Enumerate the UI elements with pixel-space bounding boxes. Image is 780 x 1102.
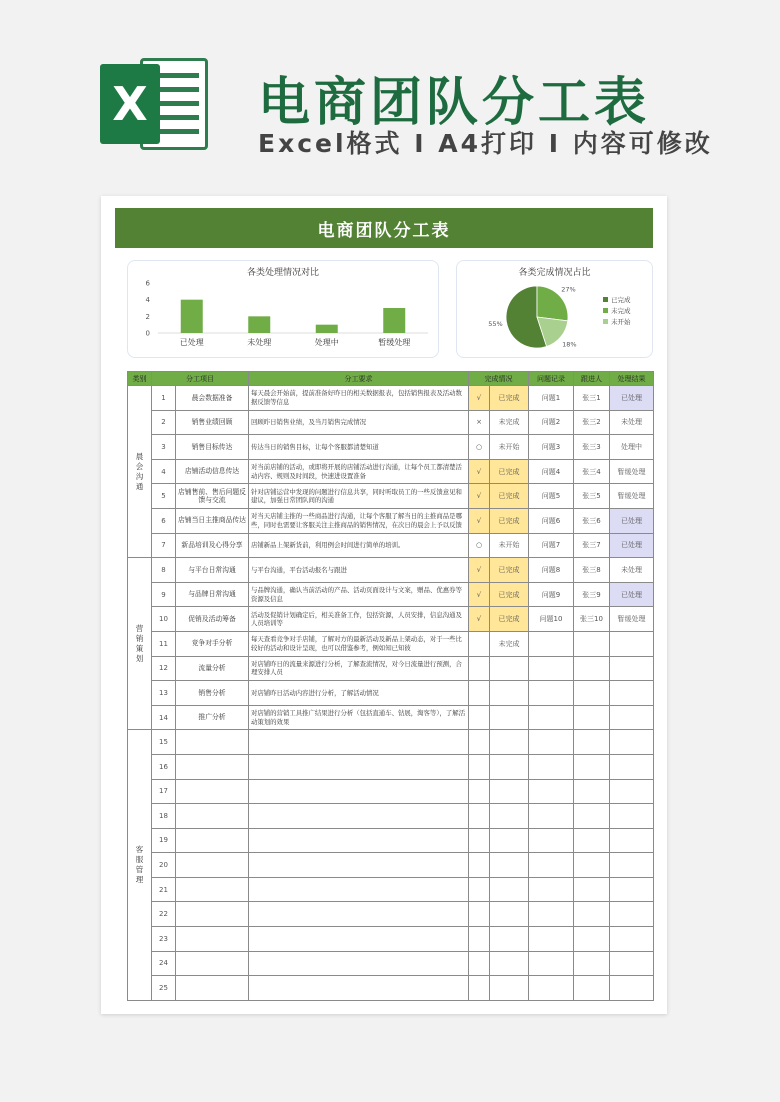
owner[interactable] xyxy=(574,853,610,878)
row-number: 1 xyxy=(152,386,176,411)
row-number: 4 xyxy=(152,459,176,484)
table-row xyxy=(128,951,654,976)
status-mark[interactable] xyxy=(469,705,490,730)
table-row xyxy=(128,976,654,1001)
row-number: 15 xyxy=(152,730,176,755)
issue-record[interactable] xyxy=(529,976,574,1001)
category-char: 销 xyxy=(135,633,144,643)
row-number: 8 xyxy=(152,558,176,583)
table-row xyxy=(128,607,654,632)
status-mark[interactable] xyxy=(469,902,490,927)
table-row xyxy=(128,754,654,779)
task-item[interactable]: 推广分析 xyxy=(176,705,249,730)
status-mark[interactable] xyxy=(469,804,490,829)
task-item[interactable]: 销售业绩回顾 xyxy=(176,410,249,435)
status-text[interactable]: 未完成 xyxy=(490,631,529,656)
owner[interactable]: 张三9 xyxy=(574,582,610,607)
task-item[interactable]: 竞争对手分析 xyxy=(176,631,249,656)
task-item[interactable] xyxy=(176,828,249,853)
result[interactable]: 暂缓处理 xyxy=(610,459,654,484)
table-row xyxy=(128,656,654,681)
result[interactable] xyxy=(610,902,654,927)
row-number: 12 xyxy=(152,656,176,681)
row-number: 20 xyxy=(152,853,176,878)
task-item[interactable] xyxy=(176,927,249,952)
task-item[interactable]: 店铺售前、售后问题反馈与交流 xyxy=(176,484,249,509)
row-number: 22 xyxy=(152,902,176,927)
result[interactable]: 暂缓处理 xyxy=(610,484,654,509)
excel-logo-icon xyxy=(100,58,208,150)
header-owner: 跟进人 xyxy=(574,372,610,386)
task-item[interactable] xyxy=(176,754,249,779)
task-item[interactable]: 晨会数据准备 xyxy=(176,386,249,411)
row-number: 7 xyxy=(152,533,176,558)
row-number: 2 xyxy=(152,410,176,435)
row-number: 5 xyxy=(152,484,176,509)
task-requirement[interactable]: 店铺新品上架新货前，利用例会时间进行简单的培训。 xyxy=(249,533,469,558)
task-table xyxy=(127,371,654,1001)
task-requirement[interactable]: 对店铺昨日活动内容进行分析，了解活动情况 xyxy=(249,681,469,706)
owner[interactable] xyxy=(574,705,610,730)
status-text[interactable]: 已完成 xyxy=(490,582,529,607)
result[interactable]: 暂缓处理 xyxy=(610,607,654,632)
row-number: 19 xyxy=(152,828,176,853)
status-text[interactable] xyxy=(490,951,529,976)
status-mark[interactable] xyxy=(469,779,490,804)
issue-record[interactable] xyxy=(529,828,574,853)
status-mark[interactable] xyxy=(469,951,490,976)
task-requirement[interactable] xyxy=(249,754,469,779)
legend-swatch xyxy=(603,297,608,302)
owner[interactable] xyxy=(574,951,610,976)
task-item[interactable] xyxy=(176,779,249,804)
header-item: 分工项目 xyxy=(152,372,249,386)
header-category: 类别 xyxy=(128,372,152,386)
task-item[interactable]: 流量分析 xyxy=(176,656,249,681)
task-requirement[interactable]: 对当前店铺的活动，或即将开展的店铺活动进行沟通，让每个员工都清楚活动内容、规则及时间段，快速进设置准备 xyxy=(249,459,469,484)
table-row xyxy=(128,681,654,706)
category-char: 通 xyxy=(135,481,144,491)
task-requirement[interactable] xyxy=(249,730,469,755)
status-mark[interactable] xyxy=(469,754,490,779)
table-row xyxy=(128,877,654,902)
category-cell xyxy=(128,730,152,1001)
category-char: 划 xyxy=(135,653,144,663)
issue-record[interactable]: 问题8 xyxy=(529,558,574,583)
status-text[interactable]: 未完成 xyxy=(490,410,529,435)
y-tick-label: 2 xyxy=(145,312,150,321)
result[interactable]: 已处理 xyxy=(610,582,654,607)
owner[interactable] xyxy=(574,828,610,853)
task-requirement[interactable]: 每天查看竞争对手店铺，了解对方的最新活动及新品上架动态，对于一些比较好的活动和设计呈现，也可以借鉴参考，例如知已知彼 xyxy=(249,631,469,656)
owner[interactable]: 张三7 xyxy=(574,533,610,558)
category-cell xyxy=(128,558,152,730)
owner[interactable]: 张三1 xyxy=(574,386,610,411)
result[interactable]: 未处理 xyxy=(610,558,654,583)
owner[interactable]: 张三10 xyxy=(574,607,610,632)
task-requirement[interactable] xyxy=(249,951,469,976)
status-mark[interactable] xyxy=(469,927,490,952)
result[interactable] xyxy=(610,951,654,976)
result[interactable] xyxy=(610,976,654,1001)
table-row xyxy=(128,508,654,533)
task-requirement[interactable] xyxy=(249,927,469,952)
owner[interactable] xyxy=(574,730,610,755)
table-row xyxy=(128,631,654,656)
status-mark[interactable]: √ xyxy=(469,582,490,607)
status-text[interactable]: 已完成 xyxy=(490,607,529,632)
owner[interactable] xyxy=(574,681,610,706)
status-text[interactable] xyxy=(490,828,529,853)
result[interactable] xyxy=(610,828,654,853)
task-item[interactable]: 店铺活动信息传达 xyxy=(176,459,249,484)
table-row xyxy=(128,386,654,411)
banner xyxy=(0,0,780,190)
row-number: 24 xyxy=(152,951,176,976)
banner-title: 电商团队分工表 xyxy=(258,73,651,133)
status-text[interactable]: 已完成 xyxy=(490,459,529,484)
legend-label: 未开始 xyxy=(611,318,631,326)
issue-record[interactable] xyxy=(529,681,574,706)
category-char: 理 xyxy=(135,875,144,885)
task-item[interactable]: 店铺当日主推商品传达 xyxy=(176,508,249,533)
issue-record[interactable]: 问题5 xyxy=(529,484,574,509)
task-requirement[interactable] xyxy=(249,976,469,1001)
status-mark[interactable]: √ xyxy=(469,607,490,632)
task-requirement[interactable] xyxy=(249,877,469,902)
header-requirement: 分工要求 xyxy=(249,372,469,386)
issue-record[interactable] xyxy=(529,877,574,902)
status-text[interactable] xyxy=(490,681,529,706)
result[interactable] xyxy=(610,705,654,730)
owner[interactable]: 张三5 xyxy=(574,484,610,509)
category-char: 营 xyxy=(135,623,144,633)
task-requirement[interactable] xyxy=(249,804,469,829)
result[interactable] xyxy=(610,730,654,755)
y-tick-label: 4 xyxy=(145,296,150,305)
bar xyxy=(383,308,405,333)
result[interactable] xyxy=(610,804,654,829)
excel-logo-letter: X xyxy=(112,77,148,131)
category-char: 管 xyxy=(135,865,144,875)
result[interactable] xyxy=(610,927,654,952)
x-tick-label: 暂缓处理 xyxy=(378,338,411,347)
header-issue: 问题记录 xyxy=(529,372,574,386)
owner[interactable] xyxy=(574,877,610,902)
status-mark[interactable]: √ xyxy=(469,386,490,411)
task-item[interactable] xyxy=(176,804,249,829)
table-row xyxy=(128,853,654,878)
table-row xyxy=(128,533,654,558)
task-item[interactable]: 新品培训及心得分享 xyxy=(176,533,249,558)
status-mark[interactable]: √ xyxy=(469,484,490,509)
task-item[interactable] xyxy=(176,902,249,927)
task-requirement[interactable]: 针对店铺运营中发现的问题进行信息共享，同时听取员工的一些反馈意见和建议，加强日常团队间的沟通 xyxy=(249,484,469,509)
pie-value-label: 18% xyxy=(562,340,577,349)
bar xyxy=(248,316,270,333)
status-mark[interactable] xyxy=(469,631,490,656)
row-number: 25 xyxy=(152,976,176,1001)
result[interactable] xyxy=(610,656,654,681)
status-text[interactable]: 未开始 xyxy=(490,533,529,558)
status-mark[interactable]: √ xyxy=(469,459,490,484)
bar-chart-panel xyxy=(127,260,439,358)
status-mark[interactable] xyxy=(469,877,490,902)
status-mark[interactable] xyxy=(469,730,490,755)
issue-record[interactable] xyxy=(529,730,574,755)
issue-record[interactable]: 问题10 xyxy=(529,607,574,632)
result[interactable] xyxy=(610,754,654,779)
owner[interactable] xyxy=(574,927,610,952)
issue-record[interactable] xyxy=(529,804,574,829)
pie-chart xyxy=(457,261,654,359)
owner[interactable] xyxy=(574,804,610,829)
status-text[interactable] xyxy=(490,779,529,804)
task-requirement[interactable] xyxy=(249,828,469,853)
status-text[interactable] xyxy=(490,705,529,730)
bar xyxy=(316,325,338,333)
task-item[interactable] xyxy=(176,853,249,878)
table-row xyxy=(128,927,654,952)
status-mark[interactable]: ○ xyxy=(469,435,490,460)
spreadsheet-page xyxy=(101,196,667,1014)
issue-record[interactable] xyxy=(529,902,574,927)
row-number: 16 xyxy=(152,754,176,779)
task-requirement[interactable]: 传达当日的销售目标，让每个客服都清楚知道 xyxy=(249,435,469,460)
owner[interactable] xyxy=(574,631,610,656)
status-text[interactable]: 已完成 xyxy=(490,558,529,583)
status-mark[interactable]: × xyxy=(469,410,490,435)
status-text[interactable] xyxy=(490,730,529,755)
status-text[interactable] xyxy=(490,754,529,779)
issue-record[interactable] xyxy=(529,951,574,976)
status-text[interactable] xyxy=(490,976,529,1001)
task-requirement[interactable]: 回顾昨日销售业绩，及当月销售完成情况 xyxy=(249,410,469,435)
status-text[interactable]: 已完成 xyxy=(490,386,529,411)
row-number: 18 xyxy=(152,804,176,829)
status-mark[interactable] xyxy=(469,828,490,853)
pie-chart-panel xyxy=(456,260,653,358)
result[interactable] xyxy=(610,877,654,902)
table-row xyxy=(128,730,654,755)
bar-chart xyxy=(128,261,440,359)
row-number: 11 xyxy=(152,631,176,656)
table-row xyxy=(128,484,654,509)
issue-record[interactable]: 问题4 xyxy=(529,459,574,484)
issue-record[interactable]: 问题2 xyxy=(529,410,574,435)
task-requirement[interactable]: 对当天店铺主推的一些商品进行沟通，让每个客服了解当日的主推商品是哪些，同时也需要让客服关注主推商品的销售情况，在次日的晨会上予以反馈 xyxy=(249,508,469,533)
issue-record[interactable] xyxy=(529,853,574,878)
status-text[interactable] xyxy=(490,927,529,952)
status-mark[interactable] xyxy=(469,681,490,706)
task-item[interactable] xyxy=(176,951,249,976)
result[interactable]: 已处理 xyxy=(610,508,654,533)
legend-swatch xyxy=(603,319,608,324)
table-row xyxy=(128,828,654,853)
owner[interactable] xyxy=(574,779,610,804)
task-requirement[interactable]: 与平台沟通，平台活动报名与跟进 xyxy=(249,558,469,583)
task-item[interactable] xyxy=(176,877,249,902)
task-requirement[interactable] xyxy=(249,902,469,927)
issue-record[interactable] xyxy=(529,927,574,952)
category-char: 沟 xyxy=(135,471,144,481)
task-item[interactable]: 销售分析 xyxy=(176,681,249,706)
table-row xyxy=(128,558,654,583)
task-item[interactable]: 促销及活动筹备 xyxy=(176,607,249,632)
category-char: 晨 xyxy=(135,451,144,461)
owner[interactable] xyxy=(574,902,610,927)
sheet-title: 电商团队分工表 xyxy=(115,208,653,248)
task-requirement[interactable]: 活动及促销计划确定后，相关准备工作，包括资源，人员安排，信息沟通及人员培训等 xyxy=(249,607,469,632)
result[interactable] xyxy=(610,631,654,656)
issue-record[interactable] xyxy=(529,779,574,804)
header-result: 处理结果 xyxy=(610,372,654,386)
table-row xyxy=(128,459,654,484)
pie-value-label: 55% xyxy=(488,320,503,329)
table-row xyxy=(128,705,654,730)
owner[interactable]: 张三4 xyxy=(574,459,610,484)
status-text[interactable]: 未开始 xyxy=(490,435,529,460)
issue-record[interactable] xyxy=(529,705,574,730)
status-text[interactable] xyxy=(490,656,529,681)
status-text[interactable] xyxy=(490,877,529,902)
row-number: 17 xyxy=(152,779,176,804)
bar xyxy=(181,300,203,333)
result[interactable]: 已处理 xyxy=(610,386,654,411)
table-row xyxy=(128,804,654,829)
owner[interactable]: 张三2 xyxy=(574,410,610,435)
status-text[interactable] xyxy=(490,804,529,829)
owner[interactable]: 张三6 xyxy=(574,508,610,533)
category-char: 服 xyxy=(135,855,144,865)
status-mark[interactable] xyxy=(469,656,490,681)
status-text[interactable]: 已完成 xyxy=(490,484,529,509)
y-tick-label: 6 xyxy=(145,279,150,288)
result[interactable]: 已处理 xyxy=(610,533,654,558)
row-number: 9 xyxy=(152,582,176,607)
row-number: 14 xyxy=(152,705,176,730)
header-status: 完成情况 xyxy=(469,372,529,386)
issue-record[interactable]: 问题3 xyxy=(529,435,574,460)
legend-label: 未完成 xyxy=(611,307,631,315)
category-char: 策 xyxy=(135,643,144,653)
category-char: 客 xyxy=(135,845,144,855)
task-item[interactable] xyxy=(176,730,249,755)
y-tick-label: 0 xyxy=(145,329,150,338)
task-requirement[interactable]: 每天晨会开始前，提前准备好昨日的相关数据报表，包括销售报表及活动数据反馈等信息 xyxy=(249,386,469,411)
result[interactable] xyxy=(610,779,654,804)
bar-chart-title: 各类处理情况对比 xyxy=(246,268,319,278)
status-mark[interactable] xyxy=(469,853,490,878)
row-number: 23 xyxy=(152,927,176,952)
status-text[interactable]: 已完成 xyxy=(490,508,529,533)
owner[interactable]: 张三3 xyxy=(574,435,610,460)
status-mark[interactable]: √ xyxy=(469,558,490,583)
row-number: 3 xyxy=(152,435,176,460)
result[interactable]: 处理中 xyxy=(610,435,654,460)
row-number: 6 xyxy=(152,508,176,533)
status-text[interactable] xyxy=(490,902,529,927)
result[interactable] xyxy=(610,853,654,878)
owner[interactable] xyxy=(574,976,610,1001)
banner-subtitle: Excel格式 I A4打印 I 内容可修改 xyxy=(258,129,713,158)
pie-chart-title: 各类完成情况占比 xyxy=(518,268,591,278)
row-number: 21 xyxy=(152,877,176,902)
owner[interactable] xyxy=(574,754,610,779)
issue-record[interactable] xyxy=(529,631,574,656)
result[interactable]: 未处理 xyxy=(610,410,654,435)
x-tick-label: 未处理 xyxy=(247,338,272,347)
table-row xyxy=(128,410,654,435)
category-char: 会 xyxy=(135,461,144,471)
pie-value-label: 27% xyxy=(561,285,576,294)
table-row xyxy=(128,435,654,460)
issue-record[interactable] xyxy=(529,656,574,681)
legend-swatch xyxy=(603,308,608,313)
table-header-row xyxy=(128,372,654,386)
task-requirement[interactable]: 对店铺的营销工具推广结果进行分析（包括直通车、钻展，淘客等），了解活动策划的效果 xyxy=(249,705,469,730)
issue-record[interactable] xyxy=(529,754,574,779)
owner[interactable] xyxy=(574,656,610,681)
owner[interactable]: 张三8 xyxy=(574,558,610,583)
legend-label: 已完成 xyxy=(611,296,631,304)
issue-record[interactable]: 问题7 xyxy=(529,533,574,558)
table-row xyxy=(128,779,654,804)
task-item[interactable] xyxy=(176,976,249,1001)
issue-record[interactable]: 问题6 xyxy=(529,508,574,533)
issue-record[interactable]: 问题1 xyxy=(529,386,574,411)
table-row xyxy=(128,902,654,927)
task-requirement[interactable] xyxy=(249,853,469,878)
task-item[interactable]: 与品牌日常沟通 xyxy=(176,582,249,607)
row-number: 10 xyxy=(152,607,176,632)
x-tick-label: 已处理 xyxy=(179,338,204,347)
status-mark[interactable]: √ xyxy=(469,508,490,533)
category-cell xyxy=(128,386,152,558)
status-mark[interactable] xyxy=(469,976,490,1001)
task-item[interactable]: 销售目标传达 xyxy=(176,435,249,460)
task-item[interactable]: 与平台日常沟通 xyxy=(176,558,249,583)
result[interactable] xyxy=(610,681,654,706)
issue-record[interactable]: 问题9 xyxy=(529,582,574,607)
task-requirement[interactable]: 与品牌沟通，确认当前活动的产品、活动页面设计与文案，赠品、优惠券等资源及信息 xyxy=(249,582,469,607)
task-requirement[interactable]: 对店铺昨日的流量来源进行分析，了解查流情况，对今日流量进行预测，合理安排人员 xyxy=(249,656,469,681)
x-tick-label: 处理中 xyxy=(314,338,339,347)
table-row xyxy=(128,582,654,607)
row-number: 13 xyxy=(152,681,176,706)
task-requirement[interactable] xyxy=(249,779,469,804)
status-text[interactable] xyxy=(490,853,529,878)
status-mark[interactable]: ○ xyxy=(469,533,490,558)
